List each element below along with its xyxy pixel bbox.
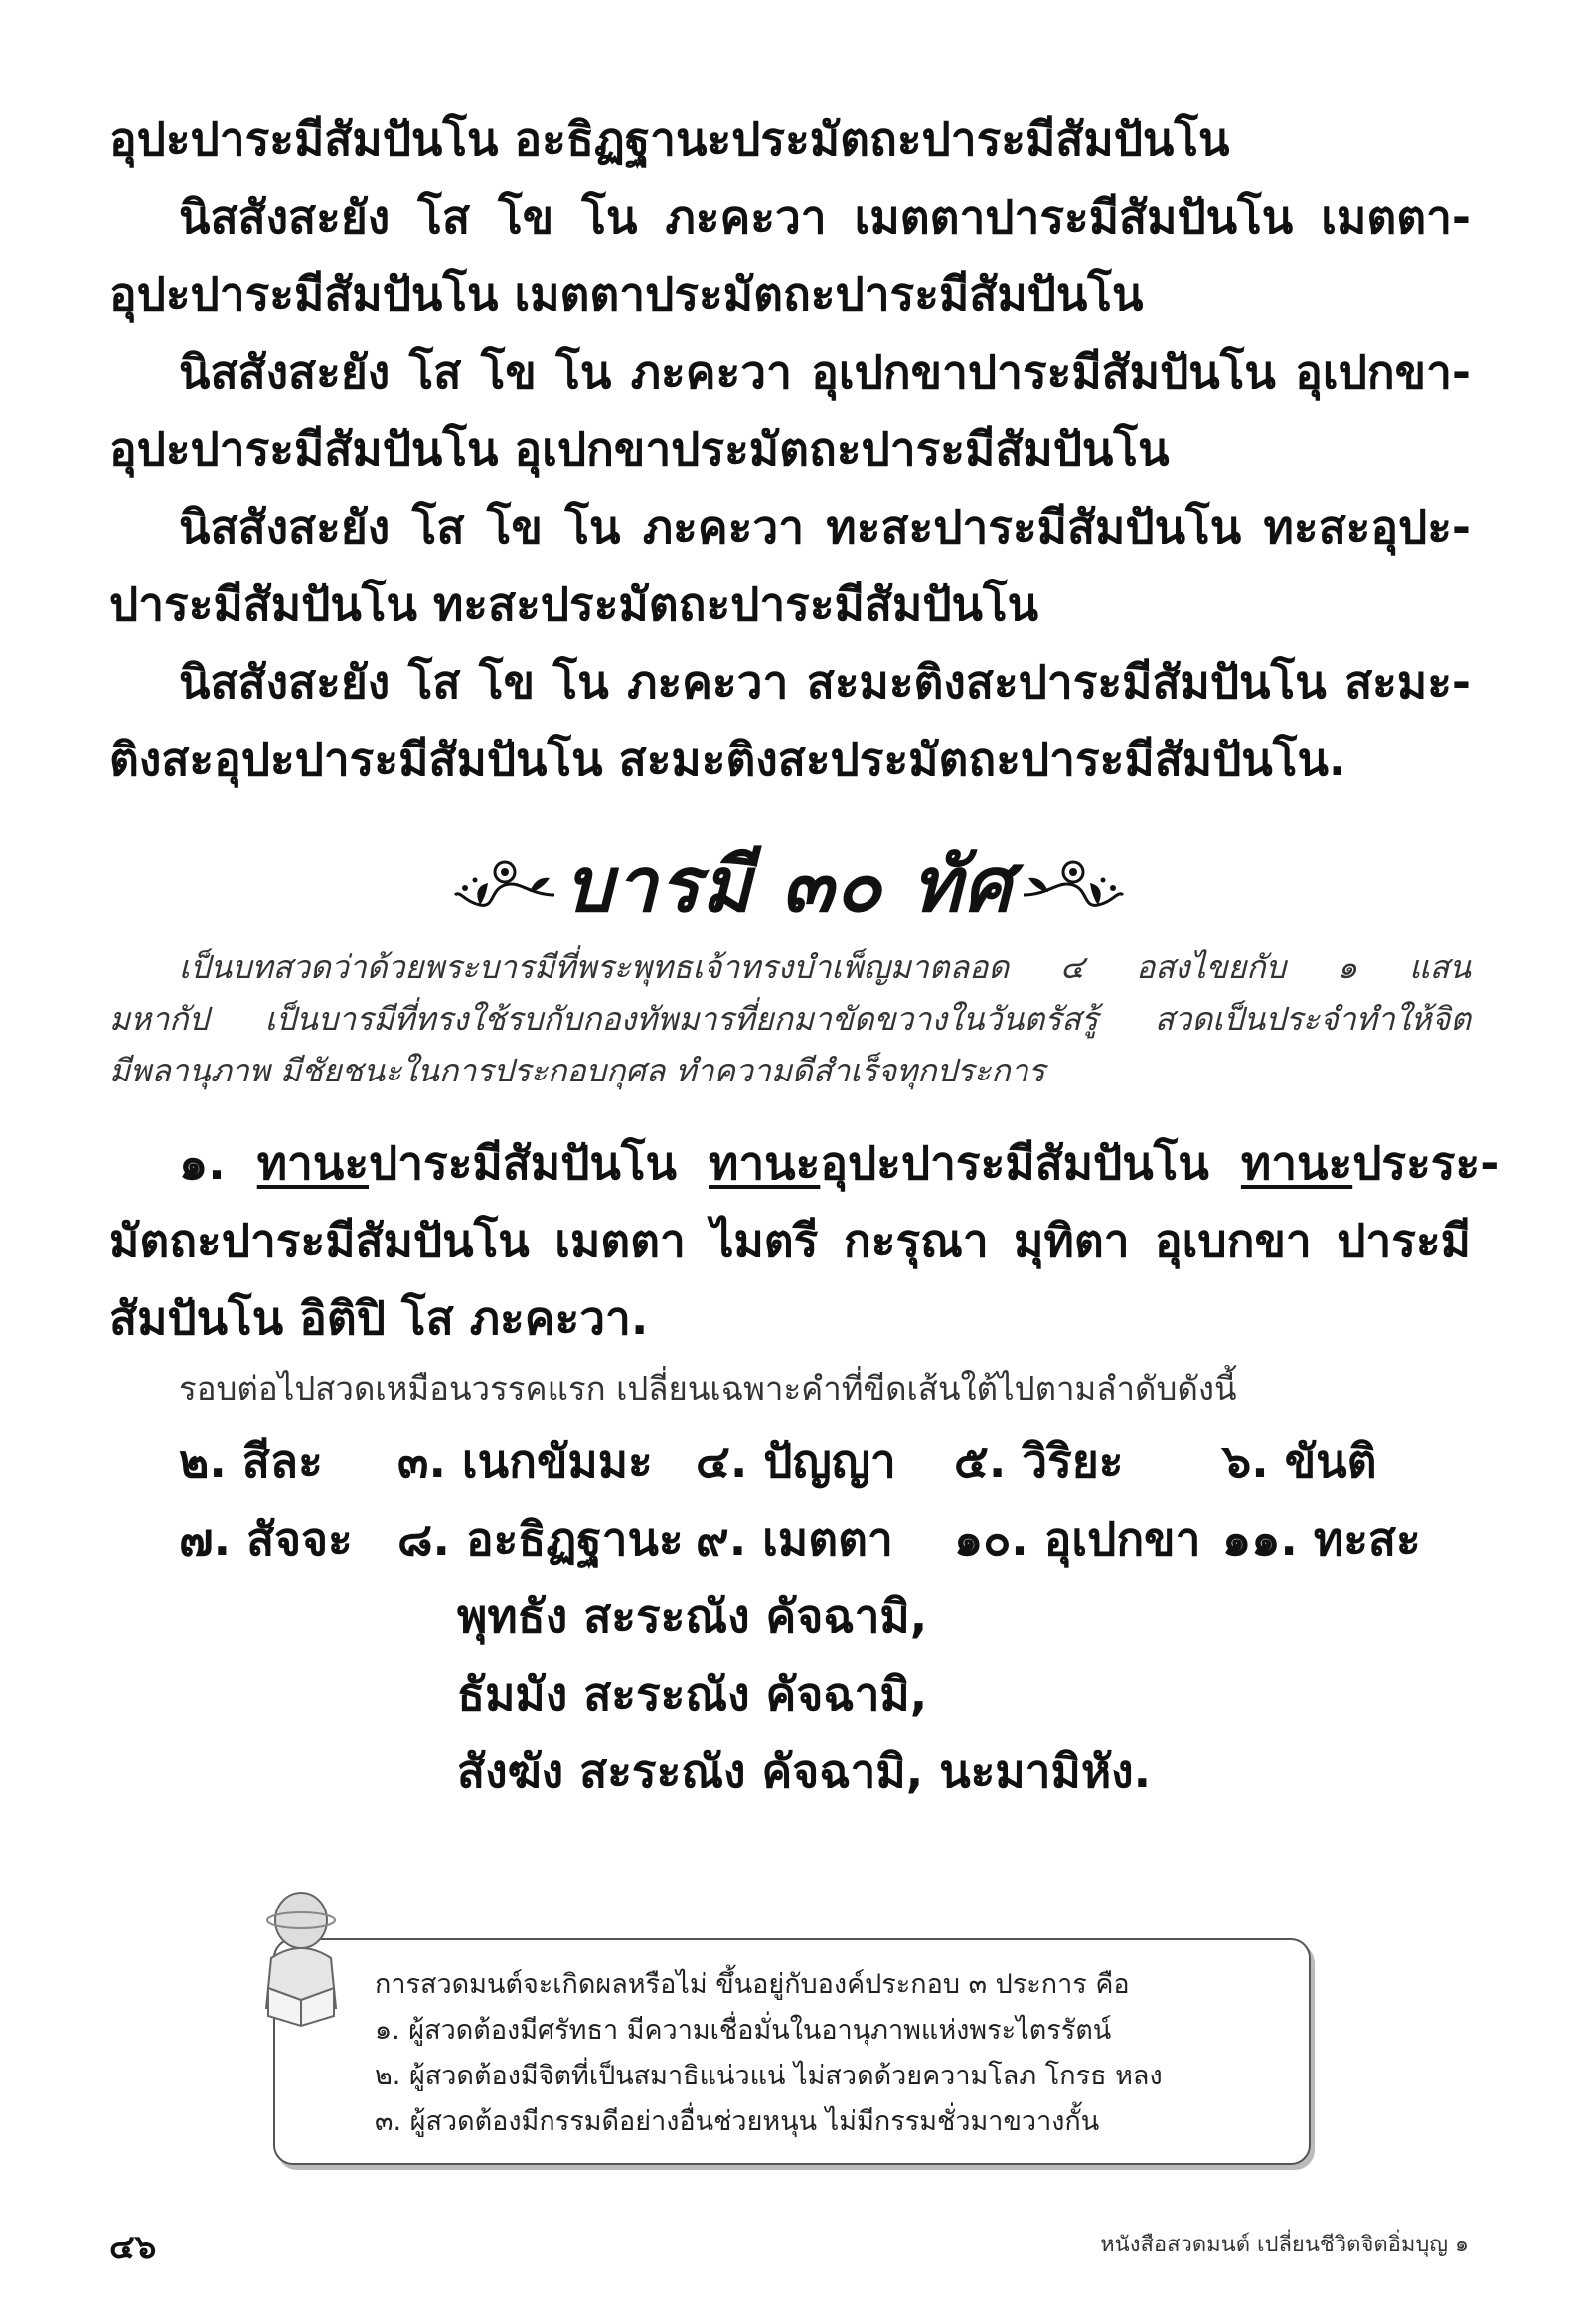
floral-ornament-left-icon	[450, 850, 559, 919]
verse-1-line-2: มัตถะปาระมีสัมปันโน เมตตา ไมตรี กะรุณา มุทิตา อุเบกขา ปาระมี	[109, 1214, 1471, 1267]
verse-1-line-1	[179, 1123, 1499, 1203]
book-title-footer: หนังสือสวดมนต์ เปลี่ยนชีวิตจิตอิ่มบุญ ๑	[1100, 2233, 1469, 2257]
chant-line: ปาระมีสัมปันโน ทะสะประมัตถะปาระมีสัมปันโน	[109, 578, 1039, 631]
instruction-text: รอบต่อไปสวดเหมือนวรรคแรก เปลี่ยนเฉพาะคำที่ขีดเส้นใต้ไปตามลำดับดังนี้	[179, 1369, 1237, 1408]
note-line: ๓. ผู้สวดต้องมีกรรมดีอย่างอื่นช่วยหนุน ไม่มีกรรมชั่วมาขวางกั้น	[375, 2106, 1100, 2137]
underlined-word: ทานะ	[709, 1136, 821, 1190]
verse-text: ประระ-	[1352, 1136, 1499, 1190]
chant-line: นิสสังสะยัง โส โข โน ภะคะวา เมตตาปาระมีสัมปันโน เมตตา-	[179, 190, 1471, 244]
list-item: ๑๐. อุเปกขา	[954, 1512, 1201, 1566]
section-title: บารมี ๓๐ ทัศ	[564, 840, 1014, 928]
verse-text: ปาระมีสัมปันโน	[369, 1136, 677, 1190]
intro-line: เป็นบทสวดว่าด้วยพระบารมีที่พระพุทธเจ้าทรงบำเพ็ญมาตลอด ๔ อสงไขยกับ ๑ แสน	[179, 948, 1471, 986]
intro-line: มหากัป เป็นบารมีที่ทรงใช้รบกับกองทัพมารที่ยกมาขัดขวางในวันตรัสรู้ สวดเป็นประจำทำให้จิต	[109, 1000, 1471, 1038]
note-box	[273, 1938, 1311, 2165]
refuge-line: พุทธัง สะระณัง คัจฉามิ,	[457, 1589, 928, 1643]
section-heading	[0, 825, 1578, 944]
chant-line: อุปะปาระมีสัมปันโน เมตตาประมัตถะปาระมีสัมปันโน	[109, 267, 1144, 321]
chant-line: อุปะปาระมีสัมปันโน อะธิฏฐานะประมัตถะปาระมีสัมปันโน	[109, 112, 1230, 166]
intro-line: มีพลานุภาพ มีชัยชนะในการประกอบกุศล ทำความดีสำเร็จทุกประการ	[109, 1052, 1045, 1089]
list-item: ๕. วิริยะ	[954, 1434, 1124, 1488]
verse-number: ๑.	[179, 1136, 226, 1190]
refuge-line: สังฆัง สะระณัง คัจฉามิ, นะมามิหัง.	[457, 1744, 1152, 1798]
refuge-line: ธัมมัง สะระณัง คัจฉามิ,	[457, 1667, 928, 1721]
floral-ornament-right-icon	[1019, 850, 1128, 919]
verse-text: อุปะปาระมีสัมปันโน	[820, 1136, 1209, 1190]
underlined-word: ทานะ	[256, 1136, 370, 1190]
chant-line: นิสสังสะยัง โส โข โน ภะคะวา อุเปกขาปาระมีสัมปันโน อุเปกขา-	[179, 345, 1471, 399]
note-line: การสวดมนต์จะเกิดผลหรือไม่ ขึ้นอยู่กับองค์ประกอบ ๓ ประการ คือ	[375, 1969, 1130, 2000]
chant-line: ติงสะอุปะปาระมีสัมปันโน สะมะติงสะประมัตถะปาระมีสัมปันโน.	[109, 733, 1346, 786]
list-item: ๙. เมตตา	[696, 1512, 893, 1566]
list-item: ๑๑. ทะสะ	[1222, 1512, 1421, 1566]
chant-line: นิสสังสะยัง โส โข โน ภะคะวา สะมะติงสะปาระมีสัมปันโน สะมะ-	[179, 655, 1471, 709]
list-item: ๓. เนกขัมมะ	[397, 1434, 653, 1488]
page-number: ๔๖	[109, 2228, 157, 2267]
verse-1-line-3: สัมปันโน อิติปิ โส ภะคะวา.	[109, 1291, 649, 1345]
list-item: ๘. อะธิฏฐานะ	[397, 1512, 684, 1566]
chant-line: นิสสังสะยัง โส โข โน ภะคะวา ทะสะปาระมีสัมปันโน ทะสะอุปะ-	[179, 500, 1471, 554]
note-line: ๑. ผู้สวดต้องมีศรัทธา มีความเชื่อมั่นในอานุภาพแห่งพระไตรรัตน์	[375, 2015, 1112, 2046]
underlined-word: ทานะ	[1240, 1136, 1353, 1190]
monk-reading-illustration-icon	[246, 1889, 356, 2028]
note-line: ๒. ผู้สวดต้องมีจิตที่เป็นสมาธิแน่วแน่ ไม่สวดด้วยความโลภ โกรธ หลง	[375, 2061, 1163, 2091]
list-item: ๗. สัจจะ	[179, 1512, 353, 1566]
list-item: ๒. สีละ	[179, 1434, 323, 1488]
chant-line: อุปะปาระมีสัมปันโน อุเปกขาประมัตถะปาระมีสัมปันโน	[109, 422, 1170, 476]
list-item: ๖. ขันติ	[1222, 1434, 1377, 1488]
list-item: ๔. ปัญญา	[696, 1434, 896, 1488]
